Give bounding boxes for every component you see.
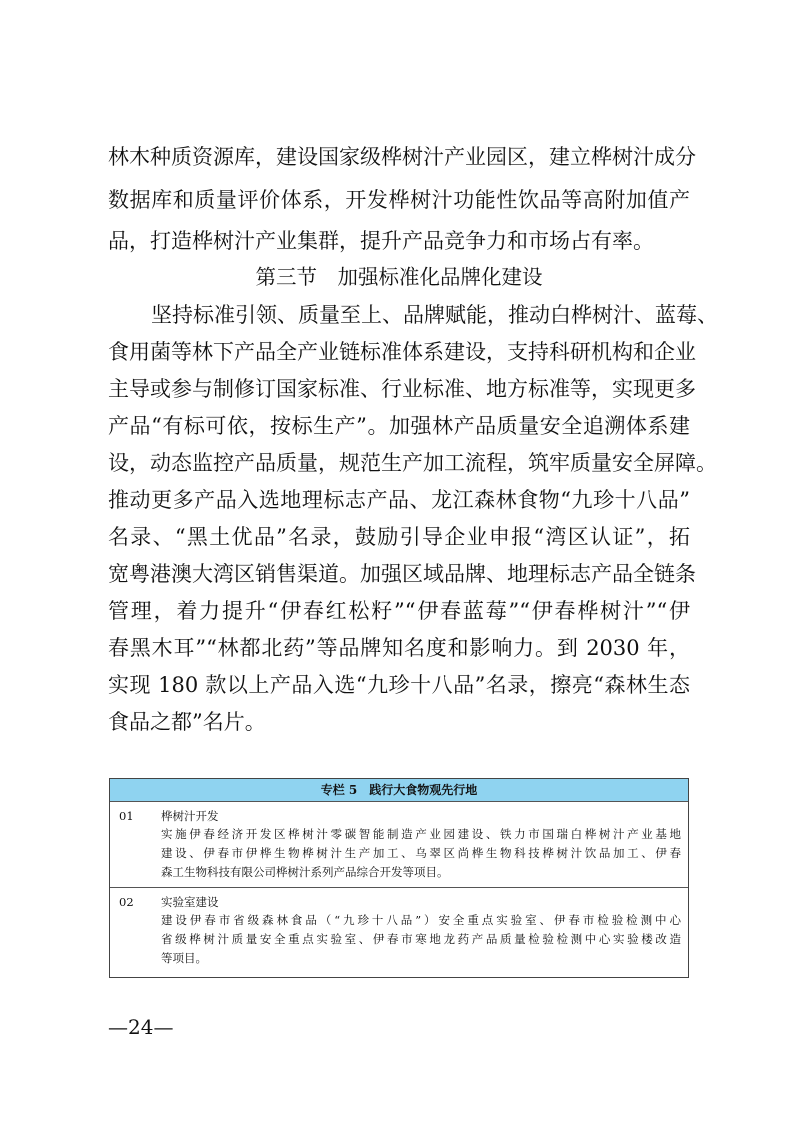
text-line: 食品之都”名片。 <box>108 710 266 734</box>
text-line: 宽粤港澳大湾区销售渠道。加强区域品牌、地理标志产品全链条 <box>108 562 696 586</box>
text-line: 名录、“黑土优品”名录，鼓励引导企业申报“湾区认证”，拓 <box>108 525 690 549</box>
text-line: 坚持标准引领、质量至上、品牌赋能，推动白桦树汁、蓝莓、 <box>151 303 718 327</box>
text-line: 设，动态监控产品质量，规范生产加工流程，筑牢质量安全屏障。 <box>108 451 717 475</box>
feature-box <box>109 778 689 978</box>
item-description <box>161 825 681 882</box>
text-line: 春黑木耳”“林都北药”等品牌知名度和影响力。到 2030 年， <box>108 636 690 660</box>
text-line: 品，打造桦树汁产业集群，提升产品竞争力和市场占有率。 <box>108 229 654 253</box>
item-line: 森工生物科技有限公司桦树汁系列产品综合开发等项目。 <box>161 865 449 879</box>
page-number: —24— <box>108 1015 174 1039</box>
item-number: 02 <box>119 895 134 909</box>
box-item <box>110 802 688 888</box>
text-line: 林木种质资源库，建设国家级桦树汁产业园区，建立桦树汁成分 <box>108 145 696 169</box>
text-line: 食用菌等林下产品全产业链标准体系建设，支持科研机构和企业 <box>108 340 696 364</box>
text-line: 主导或参与制修订国家标准、行业标准、地方标准等，实现更多 <box>108 377 696 401</box>
item-line: 等项目。 <box>161 951 207 965</box>
text-line: 数据库和质量评价体系，开发桦树汁功能性饮品等高附加值产 <box>108 188 690 212</box>
item-title: 桦树汁开发 <box>161 809 219 823</box>
feature-box-title: 专栏 5 践行大食物观先行地 <box>110 779 688 802</box>
item-line: 省级桦树汁质量安全重点实验室、伊春市寒地龙药产品质量检验检测中心实验楼改造 <box>161 932 681 946</box>
item-description <box>161 911 681 968</box>
section-heading: 第三节 加强标准化品牌化建设 <box>255 265 543 289</box>
text-line: 产品“有标可依，按标生产”。加强林产品质量安全追溯体系建 <box>108 414 690 438</box>
item-number: 01 <box>119 809 134 823</box>
box-item <box>110 888 688 977</box>
text-line: 推动更多产品入选地理标志产品、龙江森林食物“九珍十八品” <box>108 488 690 512</box>
text-line: 管理，着力提升“伊春红松籽”“伊春蓝莓”“伊春桦树汁”“伊 <box>108 599 690 623</box>
text-line: 实现 180 款以上产品入选“九珍十八品”名录，擦亮“森林生态 <box>108 673 690 697</box>
item-line: 实施伊春经济开发区桦树汁零碳智能制造产业园建设、铁力市国瑞白桦树汁产业基地 <box>161 827 681 841</box>
item-title: 实验室建设 <box>161 895 219 909</box>
item-line: 建设、伊春市伊桦生物桦树汁生产加工、乌翠区尚桦生物科技桦树汁饮品加工、伊春 <box>161 846 681 860</box>
item-line: 建设伊春市省级森林食品（“九珍十八品”）安全重点实验室、伊春市检验检测中心 <box>161 913 681 927</box>
